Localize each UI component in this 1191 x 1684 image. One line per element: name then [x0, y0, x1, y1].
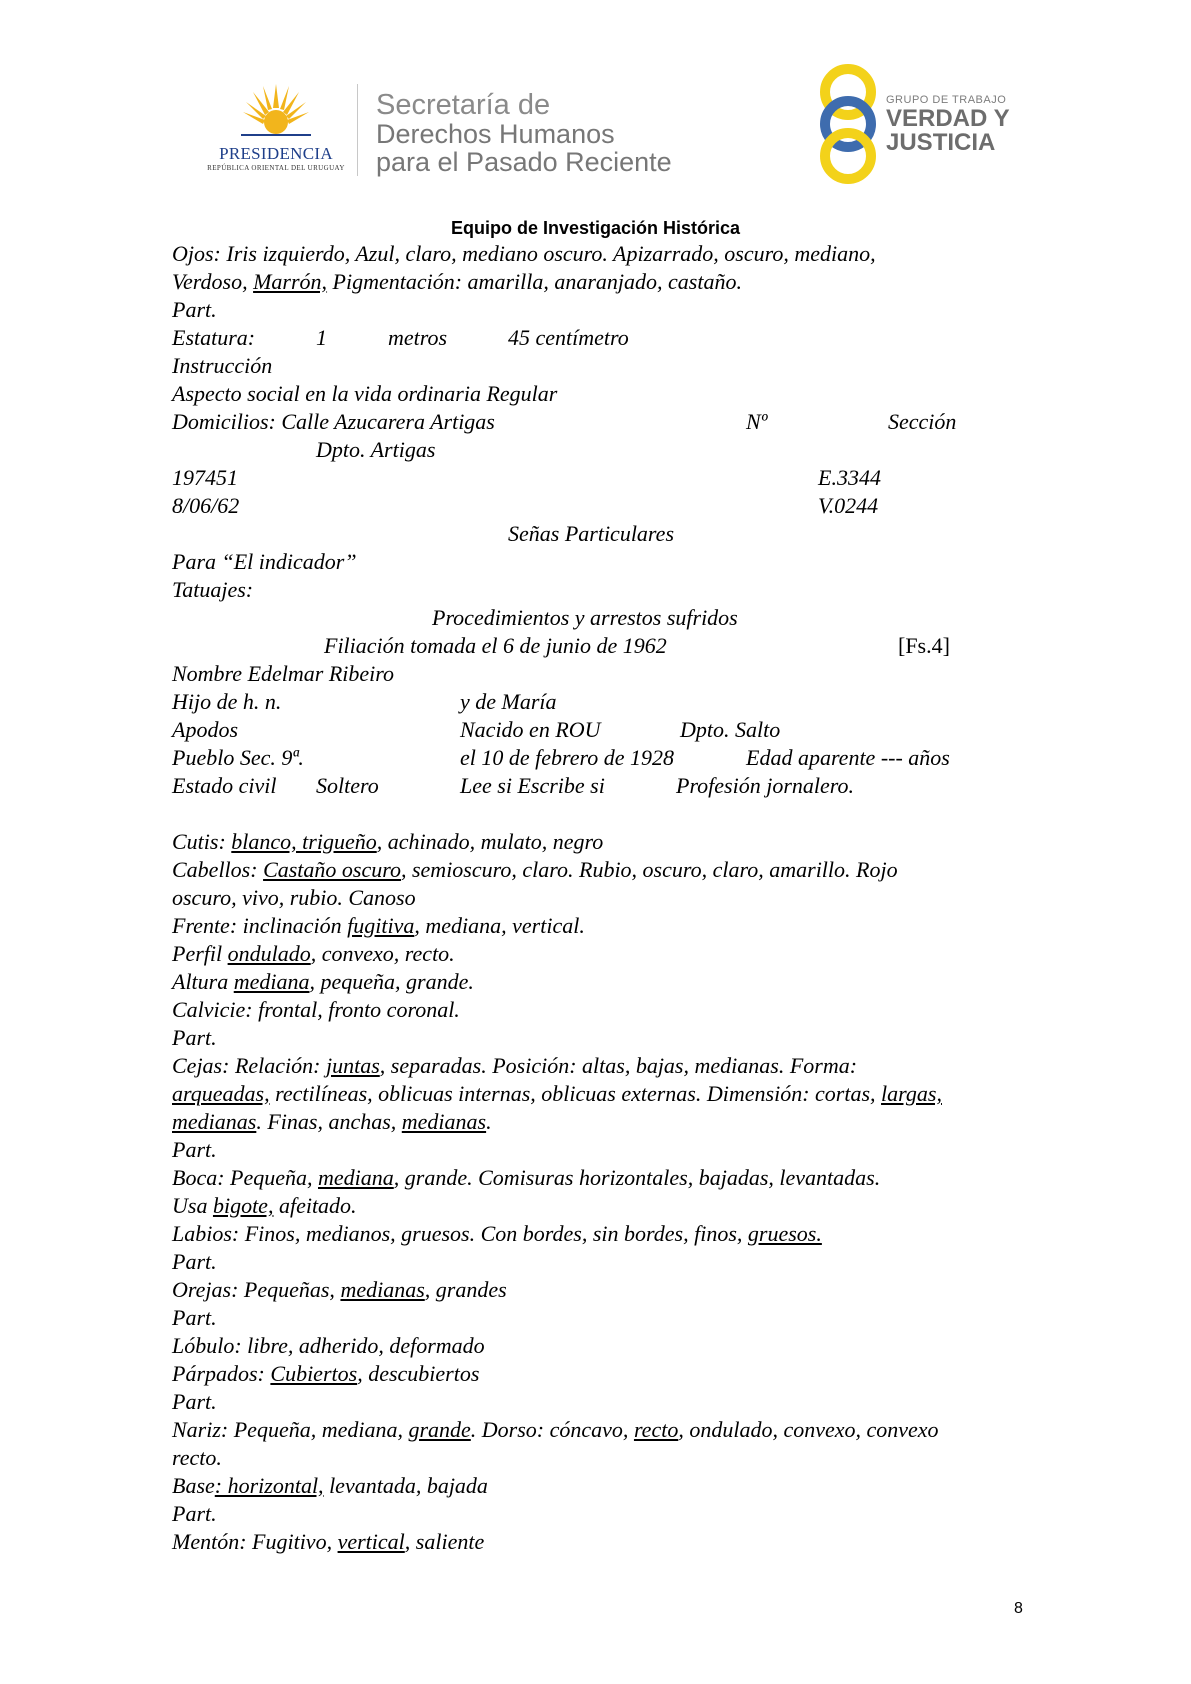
ojos-marked: Marrón, — [253, 269, 328, 294]
secretaria-logo-text — [376, 90, 672, 176]
estado-civil-value: Soltero — [316, 773, 379, 798]
orejas-line — [172, 1277, 507, 1303]
base-label: Base — [172, 1473, 215, 1498]
domicilio-numero: Nº — [746, 409, 768, 434]
domicilio-seccion: Sección — [888, 409, 957, 434]
part-label: Part. — [172, 297, 217, 322]
menton-label: Mentón: Fugitivo, — [172, 1529, 338, 1554]
lee-escribe: Lee si Escribe si — [460, 773, 605, 798]
para-indicador: Para “El indicador” — [172, 549, 357, 574]
perfil-marked: ondulado — [227, 941, 311, 966]
frente-marked: fugitiva — [347, 913, 415, 938]
cejas-forma-marked: arqueadas, — [172, 1081, 270, 1106]
edad-aparente: Edad aparente --- años — [746, 745, 950, 770]
record-date: 8/06/62 — [172, 493, 240, 518]
cejas-dimension-marked-2: medianas — [172, 1109, 257, 1134]
boca-label: Boca: Pequeña, — [172, 1165, 318, 1190]
header-divider — [357, 84, 358, 176]
grupo-trabajo-logo — [812, 62, 1022, 188]
cutis-marked: blanco, trigueño — [231, 829, 377, 854]
ojos-text-rest: Pigmentación: amarilla, anaranjado, castaño. — [327, 269, 742, 294]
ojos-line-1: Ojos: Iris izquierdo, Azul, claro, mediano oscuro. Apizarrado, oscuro, mediano, — [172, 241, 876, 266]
boca-rest: , grande. Comisuras horizontales, bajadas, levantadas. — [393, 1165, 881, 1190]
altura-label: Altura — [172, 969, 234, 994]
nariz-size-marked: grande — [408, 1417, 471, 1442]
instruccion: Instrucción — [172, 353, 273, 378]
cutis-rest: , achinado, mulato, negro — [376, 829, 604, 854]
altura-line — [172, 969, 474, 995]
part-label: Part. — [172, 1249, 217, 1274]
usa-label: Usa — [172, 1193, 213, 1218]
cutis-line — [172, 829, 603, 855]
presidencia-logo — [196, 82, 356, 178]
usa-line — [172, 1193, 357, 1219]
cabellos-label: Cabellos: — [172, 857, 264, 882]
dpto-salto: Dpto. Salto — [680, 717, 781, 742]
calvicie-line: Calvicie: frontal, fronto coronal. — [172, 997, 460, 1022]
cejas-forma-rest: rectilíneas, oblicuas internas, oblicuas externas. Dimensión: cortas, — [269, 1081, 882, 1106]
orejas-label: Orejas: Pequeñas, — [172, 1277, 341, 1302]
nariz-dorso-marked: recto — [633, 1417, 679, 1442]
cejas-marked: juntas — [325, 1053, 380, 1078]
altura-marked: mediana — [233, 969, 310, 994]
perfil-rest: , convexo, recto. — [310, 941, 455, 966]
nariz-rest: , ondulado, convexo, convexo — [678, 1417, 939, 1442]
base-line — [172, 1473, 488, 1499]
part-label: Part. — [172, 1137, 217, 1162]
v-code: V.0244 — [818, 493, 879, 518]
nariz-line — [172, 1417, 939, 1443]
parpados-marked: Cubiertos — [270, 1361, 358, 1386]
estatura-label: Estatura: — [172, 325, 256, 350]
grupo-line1: GRUPO DE TRABAJO — [886, 94, 1007, 106]
cejas-label: Cejas: Relación: — [172, 1053, 326, 1078]
perfil-label: Perfil — [172, 941, 228, 966]
usa-rest: afeitado. — [273, 1193, 357, 1218]
cejas-grosor-marked: medianas — [401, 1109, 487, 1134]
linked-rings-icon — [812, 62, 884, 188]
parpados-line — [172, 1361, 479, 1387]
secretaria-line3: para el Pasado Reciente — [376, 147, 672, 177]
nariz-label: Nariz: Pequeña, mediana, — [172, 1417, 409, 1442]
secretaria-line2: Derechos Humanos — [376, 119, 615, 149]
base-rest: levantada, bajada — [323, 1473, 488, 1498]
presidencia-name: PRESIDENCIA — [219, 144, 333, 163]
apodos: Apodos — [172, 717, 238, 742]
grupo-line2: VERDAD Y — [886, 105, 1010, 132]
presidencia-subtitle: REPÚBLICA ORIENTAL DEL URUGUAY — [207, 164, 345, 172]
frente-rest: , mediana, vertical. — [414, 913, 585, 938]
perfil-line — [172, 941, 455, 967]
estatura-meters: 1 — [316, 325, 327, 350]
page-number: 8 — [1014, 1600, 1023, 1617]
cejas-line — [172, 1053, 857, 1079]
nombre: Nombre Edelmar Ribeiro — [172, 661, 395, 686]
boca-line — [172, 1165, 880, 1191]
nariz-dorso-text: . Dorso: cóncavo, — [470, 1417, 634, 1442]
orejas-marked: medianas — [340, 1277, 425, 1302]
ojos-text: Verdoso, — [172, 269, 254, 294]
estatura-cm: 45 centímetro — [508, 325, 629, 350]
estatura-metros: metros — [388, 325, 448, 350]
altura-rest: , pequeña, grande. — [309, 969, 474, 994]
cejas-grosor-text: . Finas, anchas, — [256, 1109, 402, 1134]
dpto-artigas: Dpto. Artigas — [316, 437, 436, 462]
estado-civil-label: Estado civil — [172, 773, 277, 798]
cabellos-line — [172, 857, 898, 883]
part-label: Part. — [172, 1025, 217, 1050]
secretaria-line1: Secretaría de — [376, 89, 551, 121]
part-label: Part. — [172, 1389, 217, 1414]
pueblo: Pueblo Sec. 9ª. — [172, 745, 304, 770]
nacido-en: Nacido en ROU — [460, 717, 601, 742]
grupo-line3: JUSTICIA — [886, 129, 996, 156]
procedimientos-heading: Procedimientos y arrestos sufridos — [432, 605, 738, 630]
tatuajes: Tatuajes: — [172, 577, 254, 602]
menton-marked: vertical — [337, 1529, 405, 1554]
sun-emblem-icon — [241, 82, 311, 142]
menton-rest: , saliente — [404, 1529, 485, 1554]
cabellos-line-2: oscuro, vivo, rubio. Canoso — [172, 885, 416, 910]
e-code: E.3344 — [818, 465, 881, 490]
cejas-period: . — [486, 1109, 492, 1134]
team-title: Equipo de Investigación Histórica — [450, 218, 741, 238]
folio-reference: [Fs.4] — [898, 633, 950, 658]
hijo-de: Hijo de h. n. — [172, 689, 282, 714]
part-label: Part. — [172, 1305, 217, 1330]
profesion: Profesión jornalero. — [676, 773, 855, 798]
cejas-line-2 — [172, 1081, 942, 1107]
aspecto-social: Aspecto social en la vida ordinaria Regular — [172, 381, 558, 406]
lobulo-line: Lóbulo: libre, adherido, deformado — [172, 1333, 485, 1358]
fecha-nacimiento: el 10 de febrero de 1928 — [460, 745, 675, 770]
parpados-rest: , descubiertos — [357, 1361, 480, 1386]
base-marked: : horizontal, — [214, 1473, 324, 1498]
boca-marked: mediana — [318, 1165, 394, 1190]
senas-heading: Señas Particulares — [508, 521, 674, 546]
part-label: Part. — [172, 1501, 217, 1526]
madre: y de María — [460, 689, 557, 714]
labios-marked: gruesos. — [747, 1221, 822, 1246]
menton-line — [172, 1529, 484, 1555]
cejas-dimension-marked: largas, — [881, 1081, 942, 1106]
cejas-line-3 — [172, 1109, 492, 1135]
nariz-line-2: recto. — [172, 1445, 222, 1470]
cejas-rest: , separadas. Posición: altas, bajas, medianas. Forma: — [379, 1053, 858, 1078]
parpados-label: Párpados: — [172, 1361, 271, 1386]
labios-line — [172, 1221, 822, 1247]
cabellos-marked: Castaño oscuro — [263, 857, 401, 882]
cutis-label: Cutis: — [172, 829, 232, 854]
record-number: 197451 — [172, 465, 238, 490]
ojos-line-2 — [172, 269, 742, 295]
frente-line — [172, 913, 585, 939]
cabellos-rest: , semioscuro, claro. Rubio, oscuro, claro, amarillo. Rojo — [400, 857, 898, 882]
domicilio: Domicilios: Calle Azucarera Artigas — [172, 409, 495, 434]
usa-marked: bigote, — [212, 1193, 274, 1218]
orejas-rest: , grandes — [424, 1277, 507, 1302]
filiacion-heading: Filiación tomada el 6 de junio de 1962 — [324, 633, 667, 658]
frente-label: Frente: inclinación — [172, 913, 348, 938]
labios-label: Labios: Finos, medianos, gruesos. Con bordes, sin bordes, finos, — [172, 1221, 748, 1246]
